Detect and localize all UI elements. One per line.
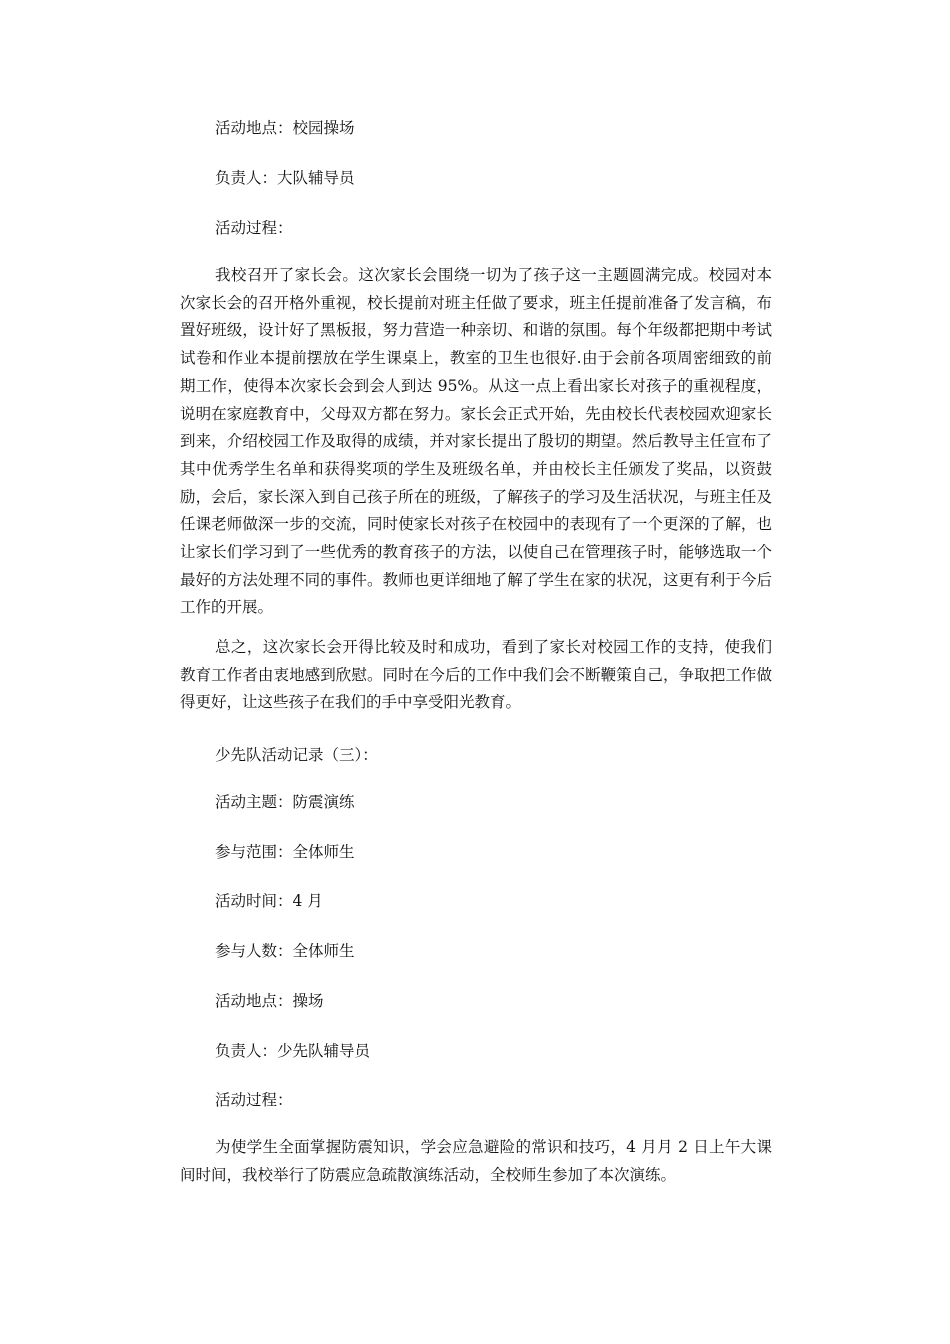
record-title: 少先队活动记录（三）：	[215, 746, 378, 764]
activity-time-line: 活动时间：4 月	[215, 892, 323, 910]
activity-process-heading-2: 活动过程：	[215, 1091, 293, 1109]
body-paragraph-parent-meeting: 我校召开了家长会。这次家长会围绕一切为了孩子这一主题圆满完成。校园对本次家长会的召开格外重视，校长提前对班主任做了要求，班主任提前准备了发言稿，布置好班级，设计好了黑板报，努力营造一种亲切、和谐的氛围。每个年级都把期中考试试卷和作业本提前摆放在学生课桌上，教室的卫生也很好.由于会前各项周密细致的前期工作，使得本次家长会到会人到达 95%。从这一点上看出家长对孩子的重视程度，说明在家庭教育中，父母双方都在努力。家长会正式开始，先由校长代表校园欢迎家长到来，介绍校园工作及取得的成绩，并对家长提出了殷切的期望。然后教导主任宣布了其中优秀学生名单和获得奖项的学生及班级名单，并由校长主任颁发了奖品，以资鼓励，会后，家长深入到自己孩子所在的班级，了解孩子的学习及生活状况，与班主任及任课老师做深一步的交流，同时使家长对孩子在校园中的表现有了一个更深的了解，也让家长们学习到了一些优秀的教育孩子的方法，以使自己在管理孩子时，能够选取一个最好的方法处理不同的事件。教师也更详细地了解了学生在家的状况，这更有利于今后工作的开展。	[180, 266, 772, 617]
activity-location-line-2: 活动地点：操场	[215, 992, 324, 1010]
responsible-person-line-2: 负责人：少先队辅导员	[215, 1042, 371, 1060]
responsible-person-line: 负责人：大队辅导员	[215, 169, 355, 187]
body-paragraph-earthquake-drill: 为使学生全面掌握防震知识，学会应急避险的常识和技巧，4 月月 2 日上午大课间时间，我校举行了防震应急疏散演练活动，全校师生参加了本次演练。	[180, 1138, 772, 1184]
activity-theme-line: 活动主题：防震演练	[215, 793, 355, 811]
activity-process-heading: 活动过程：	[215, 219, 293, 237]
participant-count-line: 参与人数：全体师生	[215, 942, 355, 960]
participation-scope-line: 参与范围：全体师生	[215, 843, 355, 861]
activity-location-line: 活动地点：校园操场	[215, 119, 355, 137]
body-paragraph-summary: 总之，这次家长会开得比较及时和成功，看到了家长对校园工作的支持，使我们教育工作者由衷地感到欣慰。同时在今后的工作中我们会不断鞭策自己，争取把工作做得更好，让这些孩子在我们的手中享受阳光教育。	[180, 638, 772, 712]
